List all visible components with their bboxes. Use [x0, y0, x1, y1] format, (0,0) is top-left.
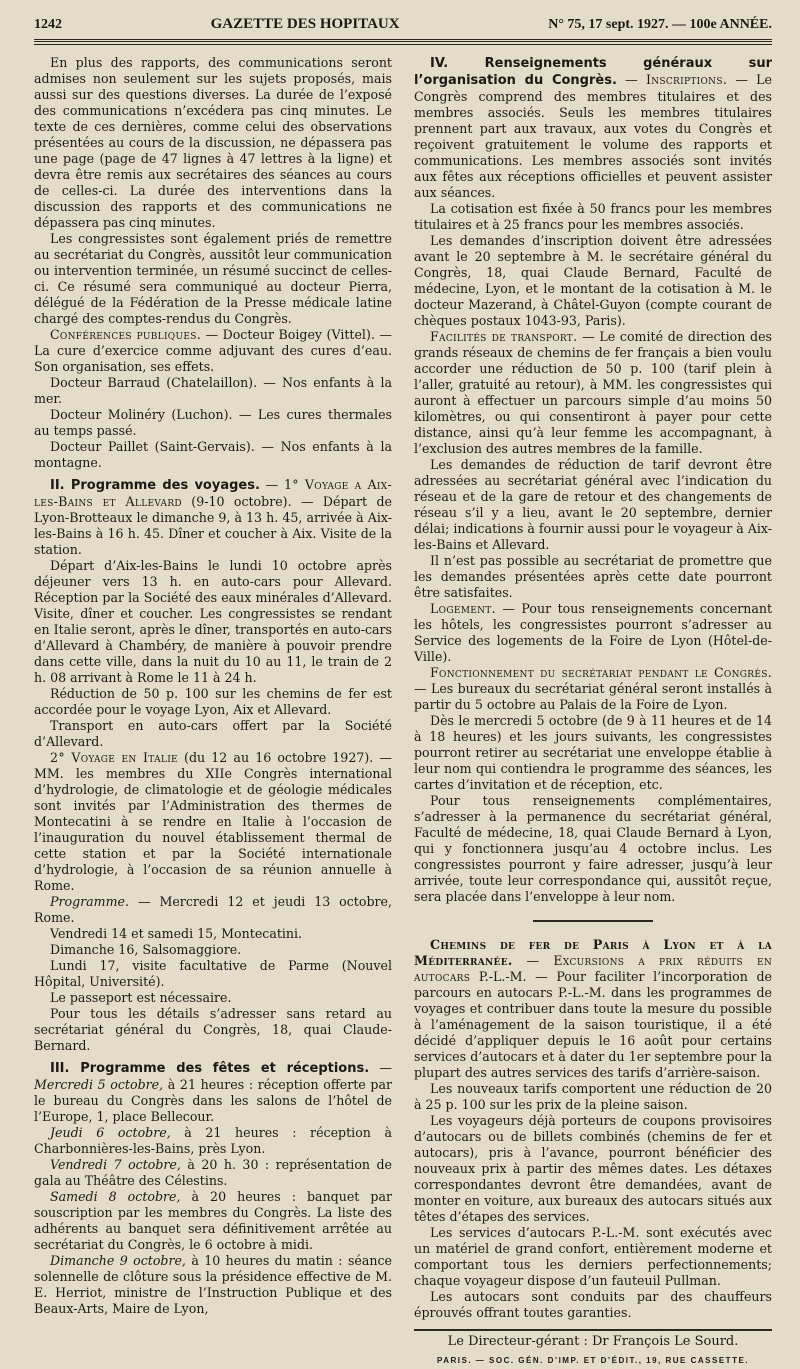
section-heading: III. Programme des fêtes et réceptions. — [50, 1061, 370, 1076]
director-line: Le Directeur-gérant : Dr François Le Sourd. — [447, 1334, 739, 1349]
paragraph: Il n’est pas possible au secrétariat de promettre que les demandes présentées après cette date pourront être satisfaites. — [414, 553, 772, 600]
subheading: 2° Voyage en Italie — [50, 750, 178, 765]
paragraph: Départ d’Aix-les-Bains le lundi 10 octobre après déjeuner vers 13 h. en auto-cars pour Allevard. Réception par la Société des eaux minérales d’Allevard. Visite, dîner et coucher. Les congressistes se rendant en Italie seront, après le dîner, transportés en auto-cars d’Allevard à Chambéry, de manière à pouvoir prendre dans cette ville, dans la nuit du 10 au 11, le train de 2 h. 08 arrivant à Rome le 11 à 24 h. — [34, 558, 392, 685]
paragraph: Dès le mercredi 5 octobre (de 9 à 11 heures et de 14 à 18 heures) et les jours suivants, les congressistes pourront retirer au secrétariat une enveloppe établie à leur nom qui contiendra le programme des séances, les cartes d’invitation et de réception, etc. — [414, 713, 772, 792]
paragraph: Pour tous renseignements complémentaires, s’adresser à la permanence du secrétariat général, Faculté de médecine, 18, quai Claude Bernard à Lyon, qui y fonctionnera jusqu’au 4 octobre inclus. Les congressistes pourront y faire adresser, jusqu’à leur arrivée, toute leur correspondance qui, aussitôt reçue, sera placée dans l’enveloppe à leur nom. — [414, 793, 772, 904]
columns — [34, 55, 772, 1369]
section-heading: Chemins de fer de Paris à Lyon et à la Méditerranée. — [414, 937, 772, 968]
subheading: Fonctionnement du secrétariat pendant le Congrès. — [430, 665, 772, 680]
paragraph: Dimanche 9 octobre, à 10 heures du matin : séance solennelle de clôture sous la présidence effective de M. E. Herriot, ministre de l’Instruction Publique et des Beaux-Arts, Maire de Lyon, — [34, 1253, 392, 1316]
footer — [414, 1329, 772, 1369]
paragraph: 2° Voyage en Italie (du 12 au 16 octobre 1927). — MM. les membres du XIIe Congrès international d’hydrologie, de climatologie et de géologie médicales sont invités par l’Administration des thermes de Montecatini à se rendre en Italie à l’occasion de l’inauguration du nouvel établissement thermal de cette station et par la Société internationale d’hydrologie, à l’occasion de sa réunion annuelle à Rome. — [34, 750, 392, 893]
paragraph: En plus des rapports, des communications seront admises non seulement sur les sujets proposés, mais aussi sur des questions diverses. La durée de l’exposé des communications n’excédera pas cinq minutes. Le texte de ces dernières, comme celui des observations présentées au cours de la discussion, ne dépassera pas une page (page de 47 lignes à 47 lettres à la ligne) et devra être remis aux secrétaires des séances au cours de celles-ci. La durée des interventions dans la discussion des rapports et des communications ne dépassera pas cinq minutes. — [34, 55, 392, 230]
paragraph: Vendredi 14 et samedi 15, Montecatini. — [50, 926, 303, 941]
paragraph: Docteur Molinéry (Luchon). — Les cures thermales au temps passé. — [34, 407, 392, 438]
paragraph: Docteur Barraud (Chatelaillon). — Nos enfants à la mer. — [34, 375, 392, 406]
paragraph: Conférences publiques. — Docteur Boigey (Vittel). — La cure d’exercice comme adjuvant des cures d’eau. Son organisation, ses effets. — [34, 327, 392, 374]
right-column — [414, 55, 772, 1369]
paragraph: Les demandes de réduction de tarif devront être adressées au secrétariat général avec l’indication du réseau et de la gare de retour et des changements de réseau s’il y a lieu, avant le 20 septembre, dernier délai; indications à fournir aussi pour le voyageur à Aix-les-Bains et Allevard. — [414, 457, 772, 552]
paragraph: Facilités de transport. — Le comité de direction des grands réseaux de chemins de fer français a bien voulu accorder une réduction de 50 p. 100 (tarif plein à l’aller, gratuité au retour), à MM. les congressistes qui auront à effectuer un parcours simple d’au moins 50 kilomètres, ou qui consentiront à payer pour cette distance, ainsi qu’à leur femme les accompagnant, à l’exclusion des autres membres de la famille. — [414, 329, 772, 456]
paragraph: La cotisation est fixée à 50 francs pour les membres titulaires et à 25 francs pour les membres associés. — [414, 201, 772, 232]
paragraph: IV. Renseignements généraux sur l’organisation du Congrès. — Inscriptions. — Le Congrès comprend des membres titulaires et des membres associés. Seuls les membres titulaires prennent part aux travaux, aux votes du Congrès et reçoivent gratuitement le volume des rapports et communications. Les membres associés sont invités aux fêtes aux réceptions officielles et peuvent assister aux séances. — [414, 56, 772, 200]
subheading: 1° Voyage a Aix-les-Bains et Allevard — [34, 477, 392, 509]
paragraph: Les voyageurs déjà porteurs de coupons provisoires d’autocars ou de billets combinés (chemins de fer et autocars), pris à l’avance, pourront bénéficier des nouveaux prix à partir des mêmes dates. Les détaxes correspondantes devront être demandées, avant de monter en voiture, aux bureaux des autocars situés aux têtes d’étapes des services. — [414, 1113, 772, 1224]
paragraph: Transport en auto-cars offert par la Société d’Allevard. — [34, 718, 392, 749]
paragraph: Docteur Paillet (Saint-Gervais). — Nos enfants à la montagne. — [34, 439, 392, 470]
left-column — [34, 55, 392, 1369]
paragraph: Vendredi 7 octobre, à 20 h. 30 : représentation de gala au Théâtre des Célestins. — [34, 1157, 393, 1188]
paragraph: Les autocars sont conduits par des chauffeurs éprouvés offrant toutes garanties. — [414, 1289, 772, 1320]
paragraph: Les services d’autocars P.-L.-M. sont exécutés avec un matériel de grand confort, entièrement moderne et comportant tous les derniers perfectionnements; chaque voyageur dispose d’un fauteuil Pullman. — [414, 1225, 772, 1288]
section-heading: II. Programme des voyages. — [50, 478, 260, 493]
header-rule — [34, 44, 772, 45]
paragraph: Les congressistes sont également priés de remettre au secrétariat du Congrès, aussitôt leur communication ou intervention terminée, un résumé succinct de celles-ci. Ce résumé sera communiqué au docteur Pierra, délégué de la Fédération de la Presse médicale latine chargé des comptes-rendus du Congrès. — [34, 231, 392, 326]
paragraph: Pour tous les détails s’adresser sans retard au secrétariat général du Congrès, 18, quai Claude-Bernard. — [34, 1006, 392, 1053]
paragraph: Chemins de fer de Paris à Lyon et à la Méditerranée. — Excursions a prix réduits en autocars P.-L.-M. — Pour faciliter l’incorporation de parcours en autocars P.-L.-M. dans les programmes de voyages et contribuer dans toute la mesure du possible à l’aménagement de la saison touristique, il a été décidé d’appliquer depuis le 16 août pour certains services d’autocars et à dater du 1er septembre pour la plupart des autres services des tarifs d’arrière-saison. — [414, 937, 772, 1080]
paragraph: Logement. — Pour tous renseignements concernant les hôtels, les congressistes pourront s’adresser au Service des logements de la Foire de Lyon (Hôtel-de-Ville). — [414, 601, 772, 664]
subheading: Conférences publiques. — [50, 327, 201, 342]
paragraph: Programme. — Mercredi 12 et jeudi 13 octobre, Rome. — [34, 894, 392, 925]
paragraph: Samedi 8 octobre, à 20 heures : banquet par souscription par les membres du Congrès. La liste des adhérents au banquet sera définitivement arrêtée au secrétariat du Congrès, le 6 octobre à midi. — [34, 1189, 392, 1252]
paragraph: Le passeport est nécessaire. — [50, 990, 232, 1005]
paragraph: Dimanche 16, Salsomaggiore. — [50, 942, 242, 957]
paragraph: Les demandes d’inscription doivent être adressées avant le 20 septembre à M. le secrétaire général du Congrès, 18, quai Claude Bernard, Faculté de médecine, Lyon, et le montant de la cotisation à M. le docteur Mazerand, à Châtel-Guyon (compte courant de chèques postaux 1043-93, Paris). — [414, 233, 772, 328]
paragraph: III. Programme des fêtes et réceptions. — Mercredi 5 octobre, à 21 heures : réception offerte par le bureau du Congrès dans les salons de l’hôtel de l’Europe, 1, place Bellecour. — [34, 1060, 392, 1124]
paragraph: Jeudi 6 octobre, à 21 heures : réception à Charbonnières-les-Bains, près Lyon. — [34, 1125, 392, 1156]
paragraph: II. Programme des voyages. — 1° Voyage a Aix-les-Bains et Allevard (9-10 octobre). — Départ de Lyon-Brotteaux le dimanche 9, à 13 h. 45, arrivée à Aix-les-Bains à 16 h. 45. Dîner et coucher à Aix. Visite de la station. — [34, 477, 392, 557]
journal-title: GAZETTE DES HOPITAUX — [210, 16, 400, 32]
paragraph: Fonctionnement du secrétariat pendant le Congrès. — Les bureaux du secrétariat général seront installés à partir du 5 octobre au Palais de la Foire de Lyon. — [414, 665, 772, 712]
issue-info: N° 75, 17 sept. 1927. — 100e ANNÉE. — [548, 17, 772, 32]
paragraph: Les nouveaux tarifs comportent une réduction de 20 à 25 p. 100 sur les prix de la pleine saison. — [414, 1081, 772, 1112]
section-heading: IV. Renseignements généraux sur l’organisation du Congrès. — [414, 56, 772, 88]
page-number: 1242 — [34, 17, 62, 32]
subheading: Facilités de transport. — [430, 329, 578, 344]
subheading: Logement. — [430, 601, 496, 616]
page-header — [34, 16, 772, 42]
printer-line: PARIS. — SOC. GÉN. D’IMP. ET D’ÉDIT., 19, RUE CASSETTE. — [436, 1356, 750, 1365]
paragraph: Réduction de 50 p. 100 sur les chemins de fer est accordée pour le voyage Lyon, Aix et Allevard. — [34, 686, 392, 717]
subheading: Inscriptions. — [645, 72, 728, 87]
separator-ornament — [414, 913, 772, 929]
paragraph: Lundi 17, visite facultative de Parme (Nouvel Hôpital, Université). — [34, 958, 392, 989]
